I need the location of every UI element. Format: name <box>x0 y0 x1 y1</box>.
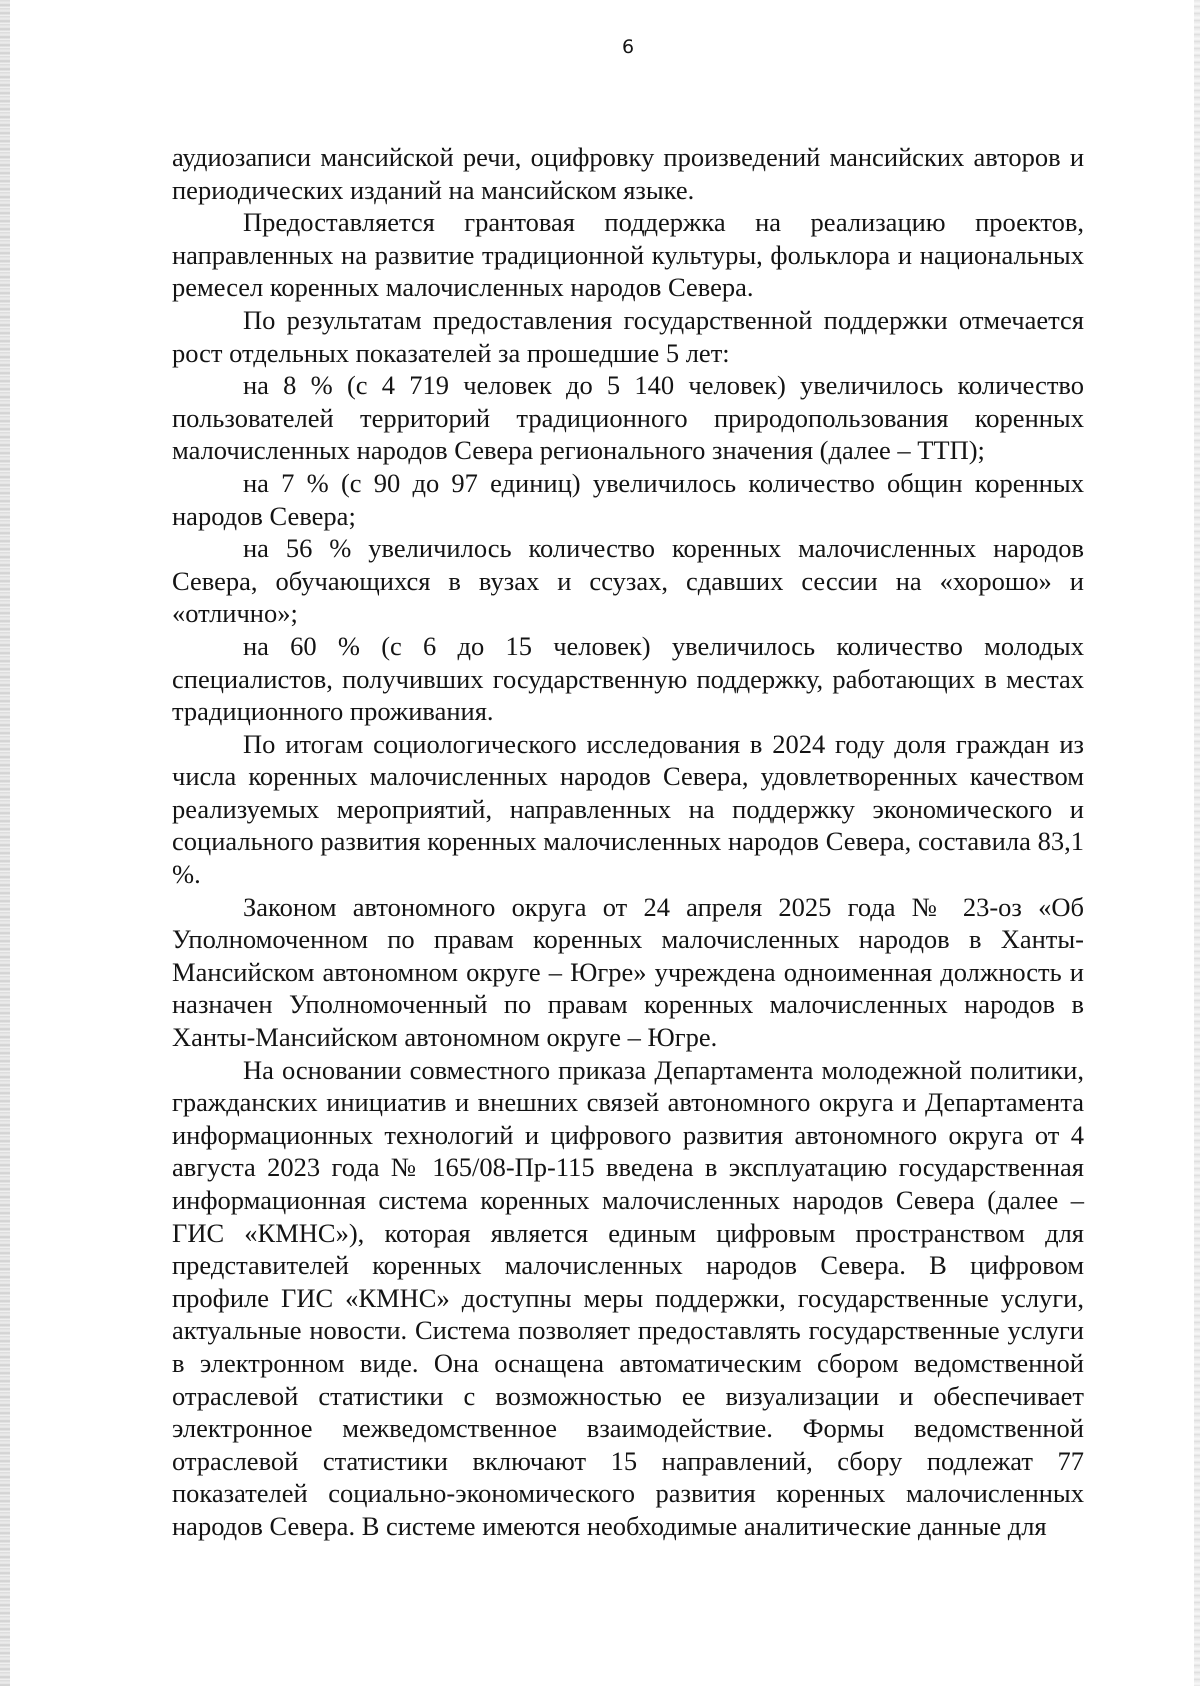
scan-edge-left <box>0 0 10 1686</box>
paragraph-grant-support: Предоставляется грантовая поддержка на реализацию проектов, направленных на развитие традиционной культуры, фольклора и национальных ремесел коренных малочисленных народов Севера. <box>172 207 1084 303</box>
paragraph-young-specialists: на 60 % (с 6 до 15 человек) увеличилось количество молодых специалистов, получивших государственную поддержку, работающих в местах традиционного проживания. <box>172 630 1084 727</box>
document-body <box>172 141 1084 1543</box>
paragraph-ttp-users: на 8 % (с 4 719 человек до 5 140 человек) увеличилось количество пользователей территорий традиционного природопользования коренных малочисленных народов Севера регионального значения (далее – ТТП); <box>172 370 1084 466</box>
page-number: 6 <box>621 36 635 58</box>
paragraph-gis-kmns: На основании совместного приказа Департамента молодежной политики, гражданских инициатив и внешних связей автономного округа и Департамента информационных технологий и цифрового развития автономного округа от 4 августа 2023 года № 165/08-Пр-115 введена в эксплуатацию государственная информационная система коренных малочисленных народов Севера (далее – ГИС «КМНС»), которая является единым цифровым пространством для представителей коренных малочисленных народов Севера. В цифровом профиле ГИС «КМНС» доступны меры поддержки, государственные услуги, актуальные новости. Система позволяет предоставлять государственные услуги в электронном виде. Она оснащена автоматическим сбором ведомственной отраслевой статистики с возможностью ее визуализации и обеспечивает электронное межведомственное взаимодействие. Формы ведомственной отраслевой статистики включают 15 направлений, сбору подлежат 77 показателей социально-экономического развития коренных малочисленных народов Севера. В системе имеются необходимые аналитические данные для <box>172 1054 1084 1541</box>
paragraph-continuation: аудиозаписи мансийской речи, оцифровку произведений мансийских авторов и периодических изданий на мансийском языке. <box>172 142 1084 205</box>
paragraph-sociological-survey: По итогам социологического исследования в 2024 году доля граждан из числа коренных малочисленных народов Севера, удовлетворенных качеством реализуемых мероприятий, направленных на поддержку экономического и социального развития коренных малочисленных народов Севера, составила 83,1 %. <box>172 728 1084 890</box>
paragraph-results-intro: По результатам предоставления государственной поддержки отмечается рост отдельных показателей за прошедшие 5 лет: <box>172 304 1084 368</box>
paragraph-students: на 56 % увеличилось количество коренных малочисленных народов Севера, обучающихся в вузах и ссузах, сдавших сессии на «хорошо» и «отлично»; <box>172 533 1084 629</box>
paragraph-ombudsman-law: Законом автономного округа от 24 апреля 2025 года № 23-оз «Об Уполномоченном по правам коренных малочисленных народов в Ханты-Мансийском автономном округе – Югре» учреждена одноименная должность и назначен Уполномоченный по правам коренных малочисленных народов в Ханты-Мансийском автономном округе – Югре. <box>172 891 1084 1053</box>
paragraph-communities: на 7 % (с 90 до 97 единиц) увеличилось количество общин коренных народов Севера; <box>172 467 1084 531</box>
scan-edge-right <box>1194 0 1200 1686</box>
